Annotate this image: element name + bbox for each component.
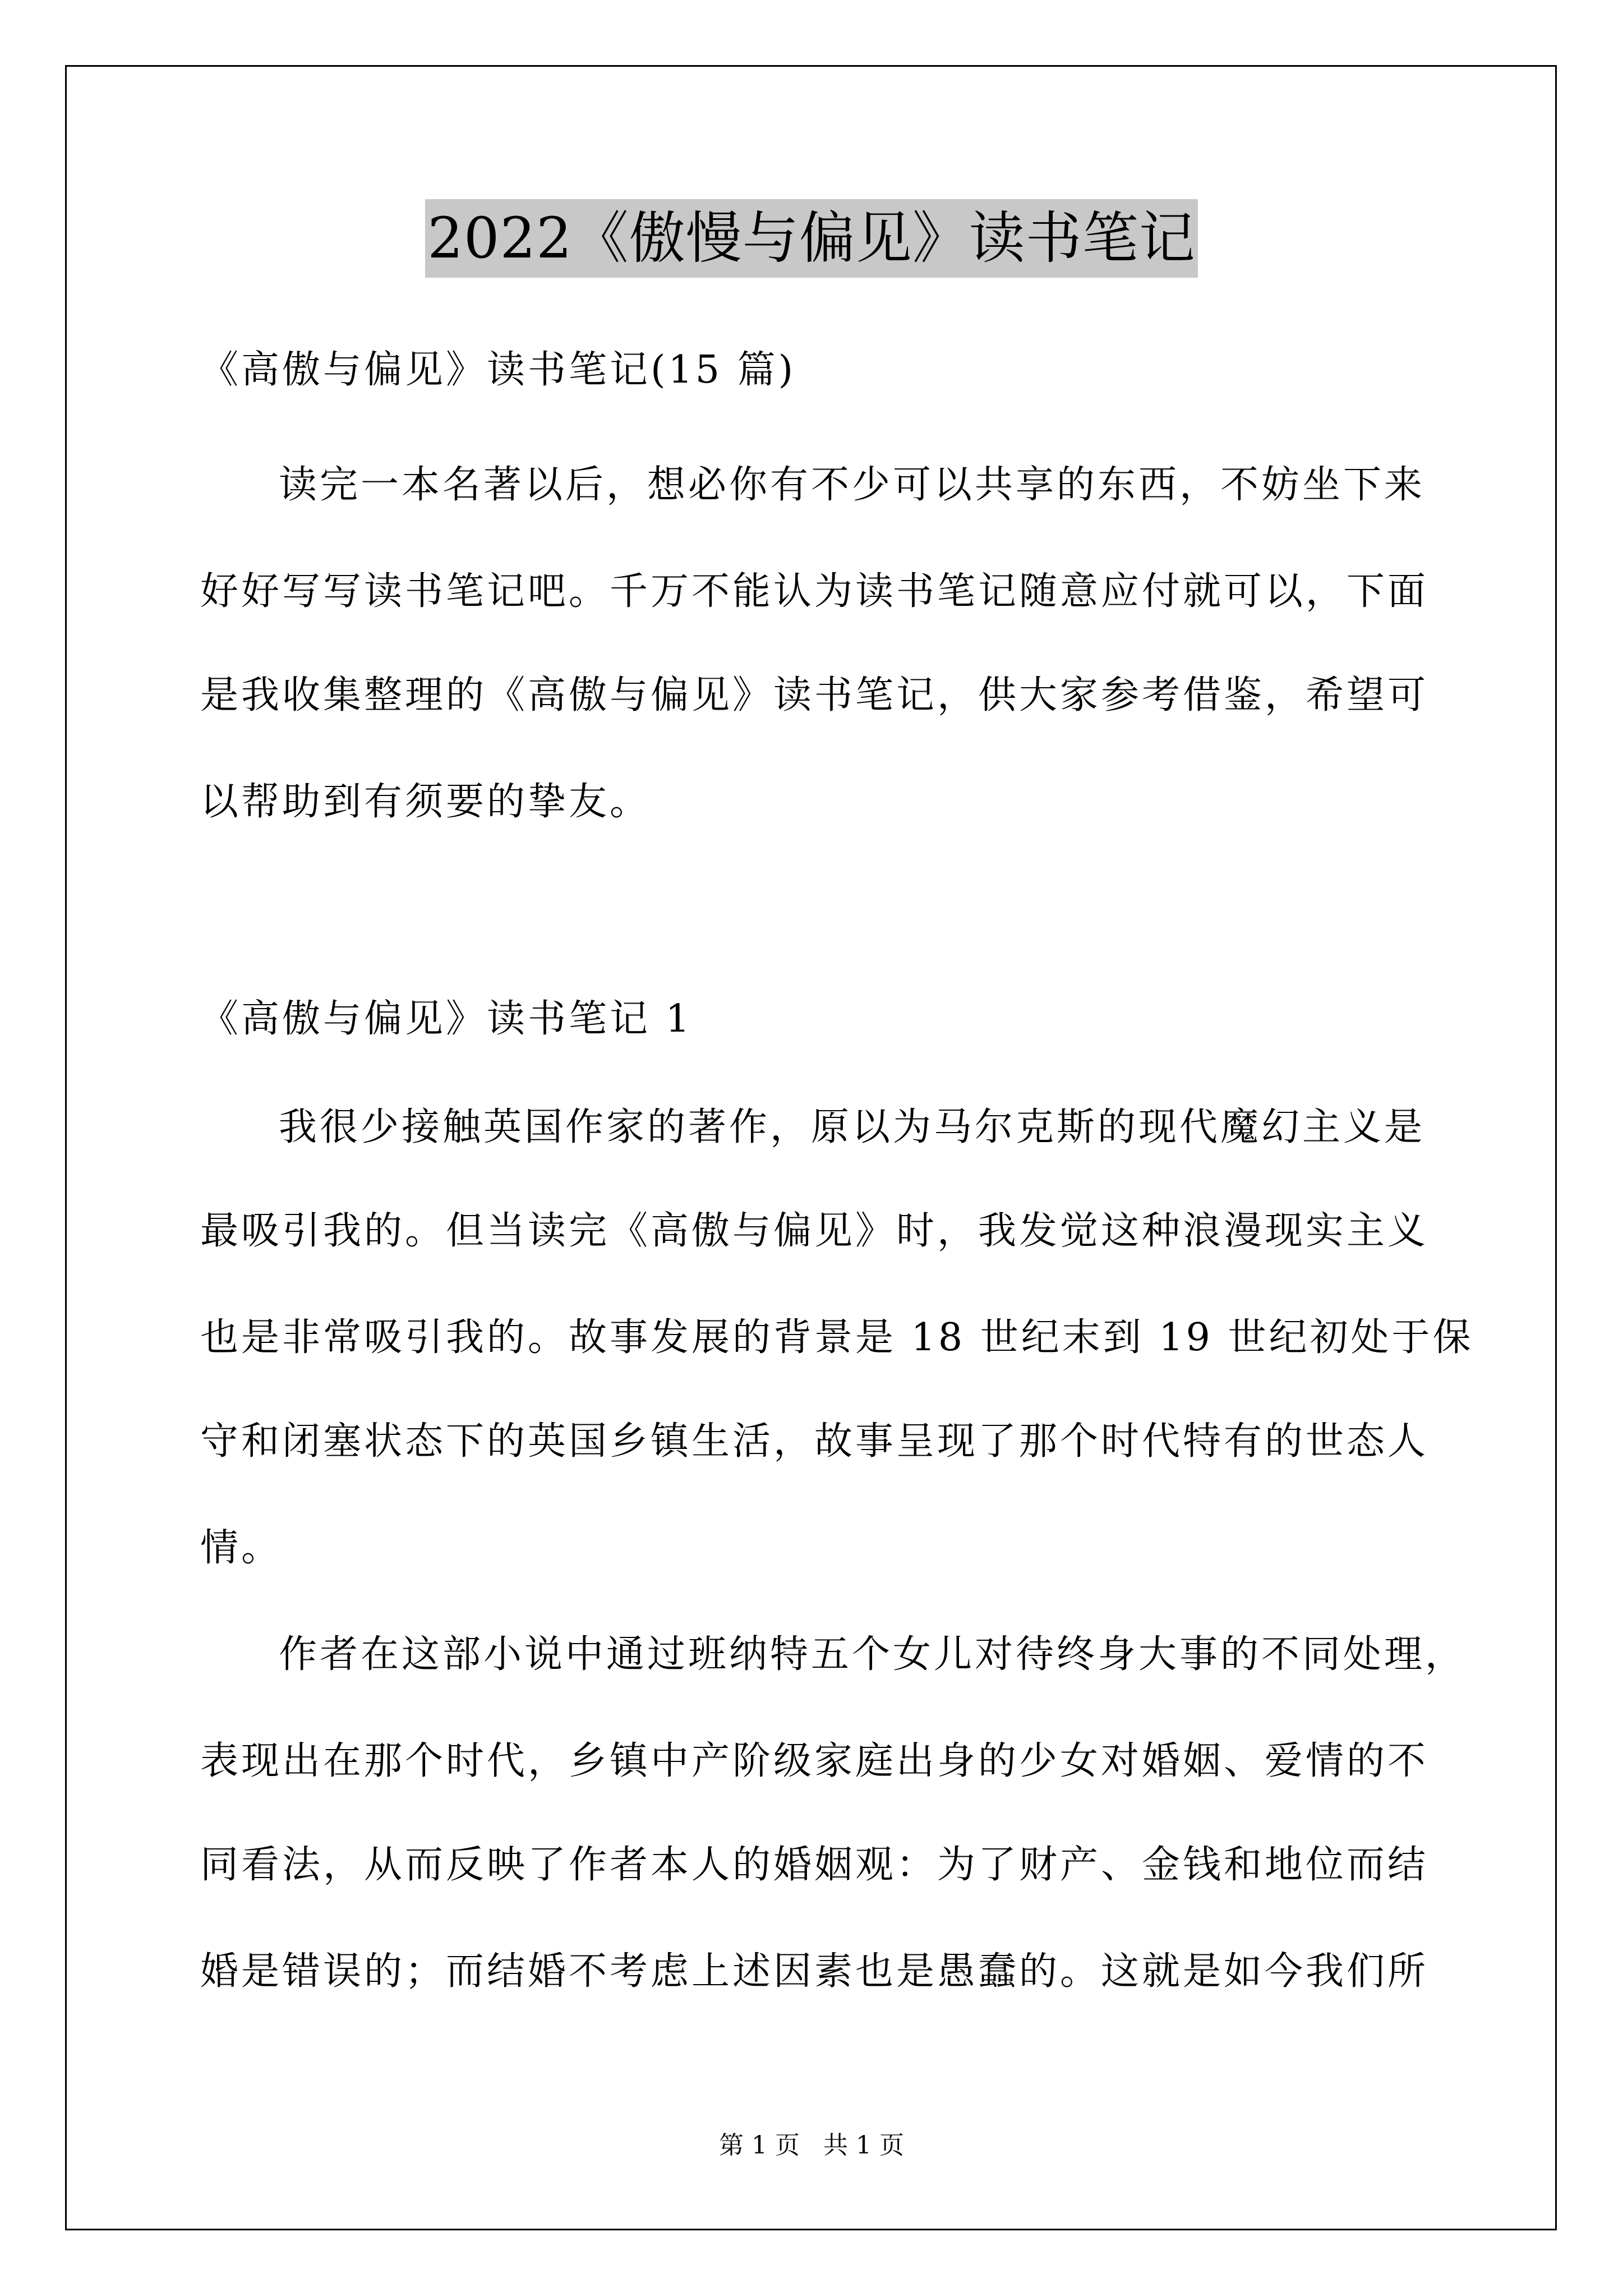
body-line: 最吸引我的。但当读完《高傲与偏见》时，我发觉这种浪漫现实主义 — [200, 1209, 1429, 1253]
body-line: 以帮助到有须要的挚友。 — [200, 780, 651, 824]
body-line: 同看法，从而反映了作者本人的婚姻观：为了财产、金钱和地位而结 — [200, 1843, 1429, 1887]
body-line: 我很少接触英国作家的著作，原以为马尔克斯的现代魔幻主义是 — [279, 1105, 1426, 1149]
body-line: 是我收集整理的《高傲与偏见》读书笔记，供大家参考借鉴，希望可 — [200, 673, 1429, 717]
body-line: 表现出在那个时代，乡镇中产阶级家庭出身的少女对婚姻、爱情的不 — [200, 1739, 1429, 1783]
body-line: 情。 — [200, 1526, 283, 1570]
document-title: 2022《傲慢与偏见》读书笔记 — [425, 199, 1198, 278]
body-line: 作者在这部小说中通过班纳特五个女儿对待终身大事的不同处理， — [279, 1632, 1467, 1677]
body-line: 读完一本名著以后，想必你有不少可以共享的东西，不妨坐下来 — [279, 463, 1426, 507]
body-line: 好好写写读书笔记吧。千万不能认为读书笔记随意应付就可以，下面 — [200, 569, 1429, 614]
subtitle-line: 《高傲与偏见》读书笔记(15 篇) — [200, 348, 796, 392]
body-line: 也是非常吸引我的。故事发展的背景是 18 世纪末到 19 世纪初处于保 — [200, 1315, 1474, 1360]
body-line: 守和闭塞状态下的英国乡镇生活，故事呈现了那个时代特有的世态人 — [200, 1419, 1429, 1464]
page-footer: 第 1 页 共 1 页 — [719, 2131, 904, 2160]
section-heading: 《高傲与偏见》读书笔记 1 — [200, 997, 693, 1041]
title-container — [0, 199, 1623, 278]
body-line: 婚是错误的；而结婚不考虑上述因素也是愚蠢的。这就是如今我们所 — [200, 1949, 1429, 1994]
